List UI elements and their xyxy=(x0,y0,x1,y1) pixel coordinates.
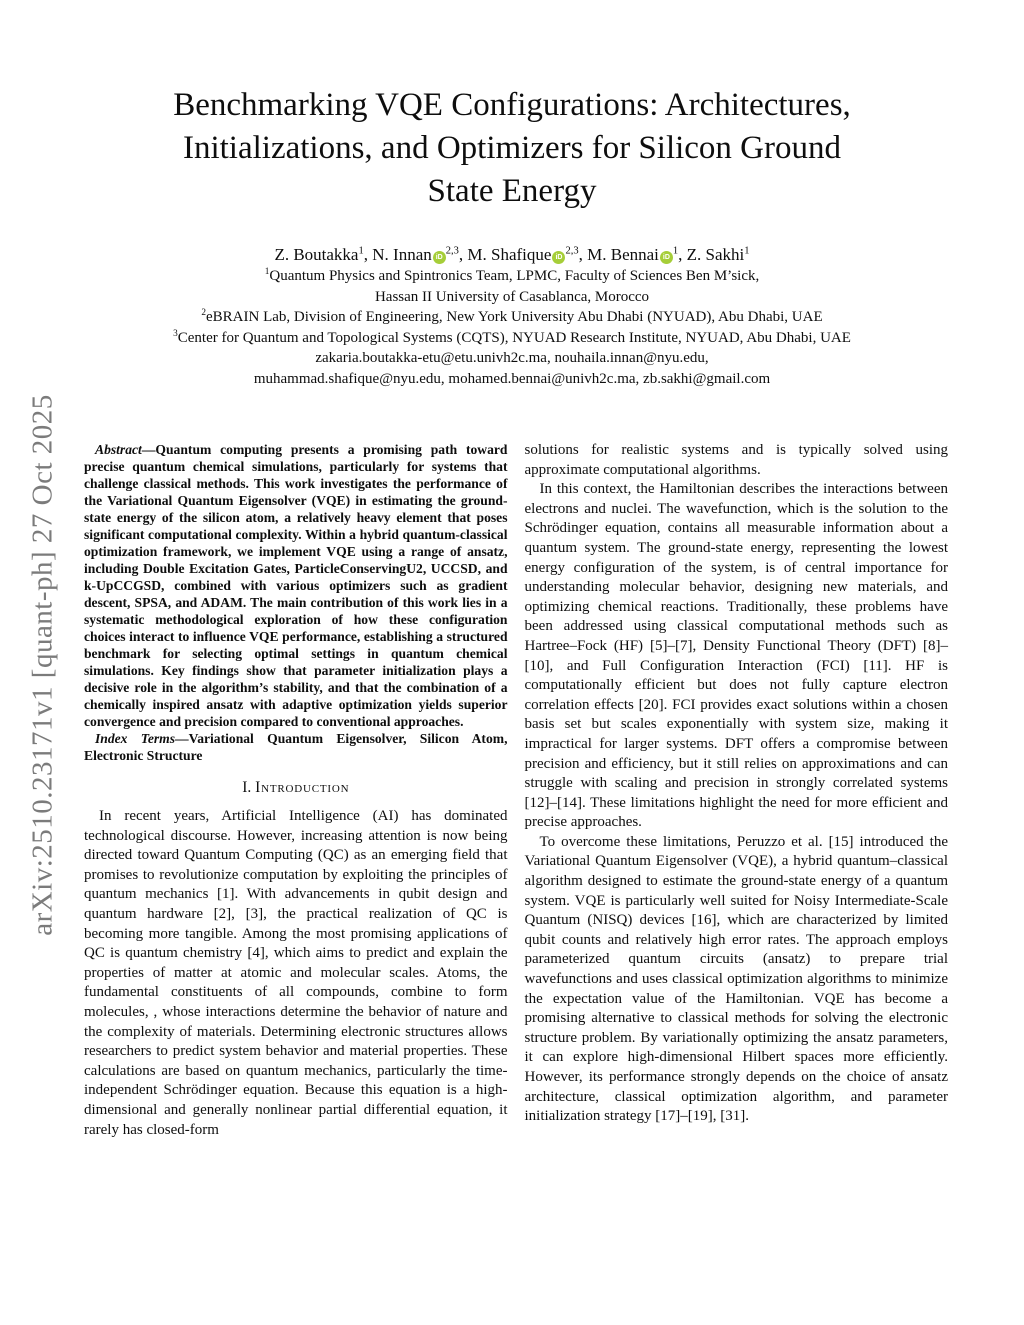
body-paragraph: In this context, the Hamiltonian describes the interactions between electrons and nuclei. The wavefunction, which is the solution to the Schrödinger equation, contains all measurable information about a quantum system. The ground-state energy, representing the lowest energy configuration of the system, is of central importance for understanding molecular behavior, designing new materials, and optimizing chemical reactions. Traditionally, these problems have been addressed using classical computational methods such as Hartree–Fock (HF) [5]–[7], Density Functional Theory (DFT) [8]–[10], and Full Configuration Interaction (FCI) [11]. HF is computationally efficient but does not fully capture electron correlation effects [20]. FCI provides exact solutions within a chosen basis set but scales exponentially with system size, making it impractical for larger systems. DFT offers a compromise between precision and efficiency, but it still relies on approximations and can struggle with scaling and precision in strongly correlated systems [12]–[14]. These limitations highlight the need for more efficient and precise approaches. xyxy=(524,481,948,831)
author-name: Z. Boutakka xyxy=(274,245,359,264)
affiliation-superscript: 1 xyxy=(264,267,270,277)
paper-title-line-2: Initializations, and Optimizers for Silicon Ground xyxy=(182,130,842,166)
body-columns xyxy=(84,441,948,1140)
right-column-paragraphs xyxy=(525,441,949,1127)
affiliation-line: $^1$Quantum Physics and Spintronics Team, LPMC, Faculty of Sciences Ben M’sick, xyxy=(264,267,760,284)
body-paragraph: solutions for realistic systems and is typically solved using approximate computational algorithms. xyxy=(524,442,948,478)
affiliation-superscript: 2 xyxy=(201,308,207,318)
introduction-paragraph: In recent years, Artificial Intelligence (AI) has dominated technological discourse. However, increasing attention is now being directed toward Quantum Computing (QC) as an emerging field that promises to revolutionize computation by exploiting the principles of quantum mechanics [1]. With advancements in qubit design and quantum hardware [2], [3], the practical realization of QC is becoming more tangible. Among the most promising applications of QC is quantum chemistry [4], which aims to predict and explain the properties of matter at atomic and molecular scales. Atoms, the fundamental constituents of all compounds, combine to form molecules, , whose interactions determine the behavior of nature and the complexity of materials. Determining electronic structures allows researchers to predict system behavior and material properties. These calculations are based on quantum mechanics, particularly the time-independent Schrödinger equation. Because this equation is a high-dimensional and generally nonlinear partial differential equation, it rarely has closed-form xyxy=(84,808,508,1138)
index-terms-text: Variational Quantum Eigensolver, Silicon Atom, Electronic Structure xyxy=(84,731,508,763)
body-paragraph: To overcome these limitations, Peruzzo et al. [15] introduced the Variational Quantum Eigensolver (VQE), a hybrid quantum–classical algorithm designed to estimate the ground-state energy of a quantum system. VQE is particularly well suited for Noisy Intermediate-Scale Quantum (NISQ) devices [16], which are characterized by limited qubit counts and relatively high error rates. The approach employs parameterized quantum circuits (ansatz) to prepare trial wavefunctions and uses classical optimization algorithms to minimize the expectation value of the Hamiltonian. VQE has become a promising alternative to classical methods for solving the electronic structure problem. By variationally optimizing the ansatz parameters, it can explore high-dimensional Hilbert spaces more efficiently. However, its performance strongly depends on the choice of ansatz architecture, classical optimization algorithm, and parameter initialization strategy [17]–[19], [31]. xyxy=(524,833,948,1125)
abstract-text: Quantum computing presents a promising path toward precise quantum chemical simulations, particularly for systems that challenge classical methods. This work investigates the performance of the Variational Quantum Eigensolver (VQE) in estimating the ground-state energy of the silicon atom, a relatively heavy element that poses significant computational complexity. Within a hybrid quantum-classical optimization framework, we implement VQE using a range of ansatz, including Double Excitation Gates, ParticleConservingU2, UCCSD, and k-UpCCGSD, combined with various optimizers such as gradient descent, SPSA, and ADAM. The main contribution of this work lies in a systematic methodological exploration of how these configuration choices interact to influence VQE performance, establishing a structured benchmark for selecting optimal settings in quantum chemical simulations. Key findings show that parameter initialization plays a decisive role in the algorithm’s stability, and that the combination of a chemically inspired ansatz with adaptive optimization yields superior convergence and precision compared to conventional approaches. xyxy=(84,442,508,729)
author-affiliation-superscript: 2,3 xyxy=(445,245,459,257)
affiliations-list xyxy=(0,266,1024,389)
index-terms-label: Index Terms xyxy=(95,731,176,746)
author-affiliation-superscript: 1 xyxy=(358,245,364,257)
paper-title-line-1: Benchmarking VQE Configurations: Architectures, xyxy=(173,87,851,123)
author-affiliation-superscript: 1 xyxy=(672,245,679,257)
orcid-icon: iD xyxy=(660,251,673,264)
author-name: M. Bennai xyxy=(587,245,659,264)
arxiv-identifier: arXiv:2510.23171v1 [quant-ph] 27 Oct 2025 xyxy=(26,394,59,936)
section-number: I. xyxy=(242,779,252,796)
section-heading-introduction xyxy=(84,779,508,797)
author-line: Z. Boutakka$^1$, N. Innan iD$^{2,3}$, M. Shafique iD$^{2,3}$, M. Bennai $iD^1$, Z. Sakhi$^1$ xyxy=(274,245,750,264)
author-name: Z. Sakhi xyxy=(686,245,745,264)
right-column xyxy=(525,441,949,1140)
affiliation-line: $^2$eBRAIN Lab, Division of Engineering, New York University Abu Dhabi (NYUAD), Abu Dhabi, UAE xyxy=(201,308,823,325)
author-name: M. Shafique xyxy=(467,245,552,264)
author-emails-line: muhammad.shafique@nyu.edu, mohamed.bennai@univh2c.ma, zb.sakhi@gmail.com xyxy=(253,370,771,387)
author-affiliation-superscript: 1 xyxy=(744,245,750,257)
index-terms-dash: — xyxy=(175,731,189,746)
affiliation-line: $^3$Center for Quantum and Topological Systems (CQTS), NYUAD Research Institute, NYUAD, Abu Dhabi, UAE xyxy=(173,328,851,346)
author-emails-line: zakaria.boutakka-etu@etu.univh2c.ma, nouhaila.innan@nyu.edu, xyxy=(315,350,709,366)
paper-title-line-3: State Energy xyxy=(427,173,597,209)
affiliation-superscript: 3 xyxy=(173,328,178,339)
author-name: N. Innan xyxy=(372,245,432,264)
author-affiliation-superscript: 2,3 xyxy=(565,245,579,257)
index-terms-paragraph xyxy=(84,730,508,764)
authors-block xyxy=(0,243,1024,389)
abstract-dash: — xyxy=(141,442,156,457)
paper-title xyxy=(0,84,1024,213)
orcid-icon: iD xyxy=(433,251,446,264)
left-column xyxy=(84,441,508,1140)
affiliation-line: Hassan II University of Casablanca, Morocco xyxy=(374,288,650,305)
abstract-paragraph xyxy=(84,441,508,730)
orcid-icon: iD xyxy=(552,251,565,264)
section-title: Introduction xyxy=(255,779,350,796)
abstract-label: Abstract xyxy=(95,442,142,457)
